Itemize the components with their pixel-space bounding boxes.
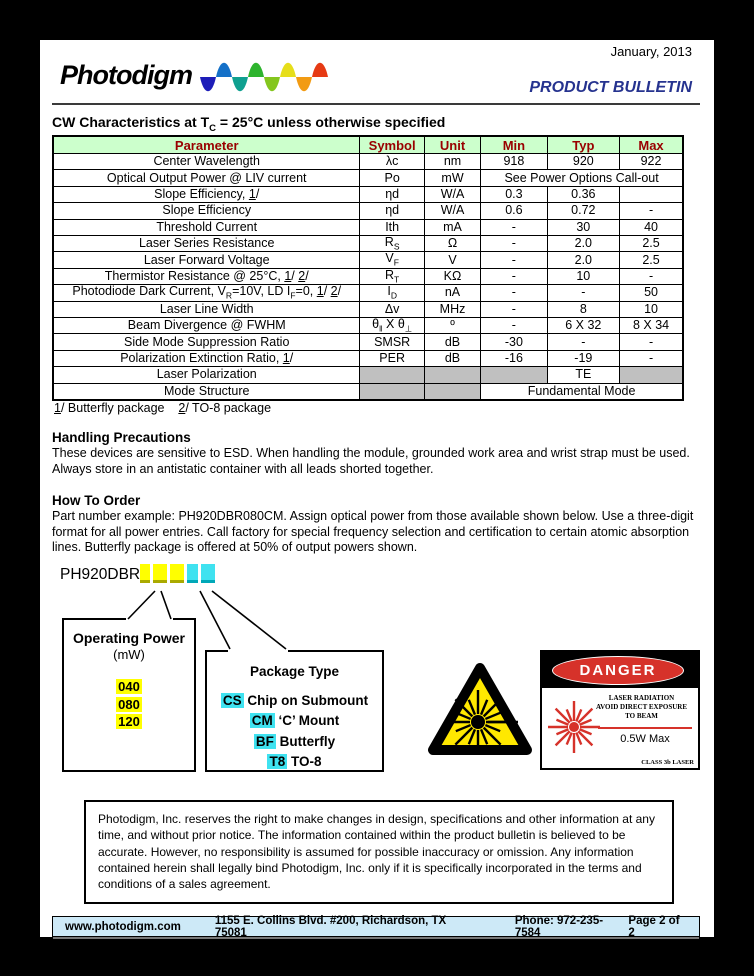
part-number-block <box>140 564 150 583</box>
table-cell: Slope Efficiency, 1/ <box>53 186 360 202</box>
table-cell: Center Wavelength <box>53 154 360 170</box>
table-row <box>53 186 683 202</box>
table-cell: Laser Series Resistance <box>53 235 360 251</box>
danger-label <box>540 650 700 770</box>
part-number-block <box>201 564 215 583</box>
table-cell: 2.5 <box>620 252 683 268</box>
table-cell: 2.5 <box>620 235 683 251</box>
package-option: CM ‘C’ Mount <box>251 713 340 729</box>
table-cell: Threshold Current <box>53 219 360 235</box>
table-row <box>53 318 683 334</box>
operating-power-box <box>62 618 196 772</box>
table-cell: Side Mode Suppression Ratio <box>53 334 360 350</box>
table-cell: nm <box>424 154 480 170</box>
logo-wave-segment <box>216 63 232 77</box>
date: January, 2013 <box>610 44 692 59</box>
table-cell: W/A <box>424 203 480 219</box>
table-row <box>53 334 683 350</box>
table-cell: 920 <box>547 154 619 170</box>
table-cell: Optical Output Power @ LIV current <box>53 170 360 186</box>
table-cell: 922 <box>620 154 683 170</box>
brand-logo <box>60 56 328 94</box>
table-cell: Thermistor Resistance @ 25°C, 1/ 2/ <box>53 268 360 284</box>
table-cell: Laser Polarization <box>53 367 360 383</box>
table-cell: 30 <box>547 219 619 235</box>
table-cell: 0.72 <box>547 203 619 219</box>
logo-wave-segment <box>312 63 328 77</box>
table-cell: Ith <box>360 219 424 235</box>
table-cell: $I_D$ <box>360 285 424 301</box>
footer-website: www.photodigm.com <box>65 920 181 933</box>
table-cell: Slope Efficiency <box>53 203 360 219</box>
order-heading: How To Order <box>52 493 141 508</box>
characteristics-table <box>52 135 684 401</box>
footer-address: 1155 E. Collins Blvd. #200, Richardson, TX 75081 <box>214 914 447 939</box>
power-option: 080 <box>118 696 140 712</box>
table-cell: Polarization Extinction Ratio, 1/ <box>53 350 360 366</box>
power-option: 040 <box>118 679 140 694</box>
laser-starburst-icon <box>544 696 604 756</box>
table-cell: 2.0 <box>547 252 619 268</box>
power-box-subtitle: (mW) <box>113 647 145 662</box>
table-cell: - <box>481 252 547 268</box>
laser-warning-triangle-icon <box>428 660 532 760</box>
table-cell: $R_S$ <box>360 235 424 251</box>
table-cell: Ω <box>424 235 480 251</box>
part-number-block <box>153 564 167 583</box>
table-cell: V <box>424 252 480 268</box>
table-cell: Beam Divergence @ FWHM <box>53 318 360 334</box>
table-cell: - <box>481 268 547 284</box>
table-cell: $R_T$ <box>360 268 424 284</box>
table-cell: mW <box>424 170 480 186</box>
section-heading-cw: CW Characteristics at $T_C = 25^\circ C$ unless otherwise specified <box>52 114 446 134</box>
part-number-block <box>170 564 184 583</box>
package-option: T8 TO-8 <box>269 753 322 769</box>
table-cell: 10 <box>547 268 619 284</box>
danger-laser-class: CLASS 3b LASER <box>641 759 694 766</box>
danger-warning-text: LASER RADIATION AVOID DIRECT EXPOSURE TO BEAM <box>595 694 687 721</box>
table-cell: mA <box>424 219 480 235</box>
table-cell: 8 <box>547 301 619 317</box>
table-cell <box>360 383 424 400</box>
handling-body: These devices are sensitive to ESD. When handling the module, grounded work area and wrist strap must be used. Always store in an antistatic container with all leads shorted together. <box>52 446 690 476</box>
table-cell: See Power Options Call-out <box>481 170 683 186</box>
table-row <box>53 154 683 170</box>
table-row <box>53 268 683 284</box>
table-cell <box>424 383 480 400</box>
logo-wave-segment <box>248 63 264 77</box>
table-row <box>53 285 683 301</box>
table-cell <box>360 367 424 383</box>
package-option: BF Butterfly <box>255 733 336 749</box>
power-options <box>64 678 194 731</box>
table-cell: dB <box>424 334 480 350</box>
table-cell: TE <box>547 367 619 383</box>
footer-phone: Phone: 972-235-7584 <box>514 914 604 939</box>
table-cell: - <box>620 268 683 284</box>
column-header: Symbol <box>360 136 424 154</box>
table-cell: -30 <box>481 334 547 350</box>
part-number <box>60 564 218 584</box>
table-row <box>53 203 683 219</box>
column-header: Unit <box>424 136 480 154</box>
table-footnote: 1/ Butterfly package 2/ TO-8 package <box>54 401 272 415</box>
column-header: Min <box>481 136 547 154</box>
part-number-prefix: PH920DBR <box>60 566 141 583</box>
logo-wave-segment <box>296 77 312 91</box>
bulletin-title: PRODUCT BULLETIN <box>529 79 692 96</box>
table-cell: Po <box>360 170 424 186</box>
package-options <box>207 691 382 772</box>
table-row <box>53 301 683 317</box>
table-row <box>53 367 683 383</box>
table-cell: Laser Forward Voltage <box>53 252 360 268</box>
table-cell <box>424 367 480 383</box>
table-cell: 10 <box>620 301 683 317</box>
table-cell <box>620 367 683 383</box>
column-header: Parameter <box>53 136 360 154</box>
order-body: Part number example: PH920DBR080CM. Assign optical power from those available shown below. Use a three-digit format for all power entries. Call factory for special frequency selection and certification to certain atomic absorption lines. Butterfly package is offered at 50% of output powers shown. <box>52 509 694 554</box>
table-row <box>53 219 683 235</box>
table-cell: - <box>620 203 683 219</box>
handling-heading: Handling Precautions <box>52 430 191 445</box>
part-number-block <box>187 564 198 583</box>
table-row <box>53 170 683 186</box>
table-cell <box>620 186 683 202</box>
table-cell: KΩ <box>424 268 480 284</box>
disclaimer-text: Photodigm, Inc. reserves the right to make changes in design, specifications and other information at any time, and without prior notice. The information contained within the product bulletin is believed to be accurate. However, no responsibility is assumed for possible inaccuracy or omission. Any information contained herein shall legally bind Photodigm, Inc. only if it is specifically incorporated in the terms and conditions of a sales agreement. <box>98 812 655 892</box>
table-cell: W/A <box>424 186 480 202</box>
table-cell: ηd <box>360 203 424 219</box>
package-type-box <box>205 650 384 772</box>
footer-page-number: Page 2 of 2 <box>628 914 680 939</box>
table-cell: 6 X 32 <box>547 318 619 334</box>
logo-wave-icon <box>200 60 328 94</box>
power-option: 120 <box>118 714 140 730</box>
table-row <box>53 252 683 268</box>
table-cell: 8 X 34 <box>620 318 683 334</box>
table-row <box>53 350 683 366</box>
power-box-title: Operating Power <box>72 630 186 646</box>
table-cell: Fundamental Mode <box>481 383 683 400</box>
table-cell: º <box>424 318 480 334</box>
brand-name: Photodigm <box>60 59 192 90</box>
table-cell: MHz <box>424 301 480 317</box>
logo-wave-segment <box>232 77 248 91</box>
logo-wave-segment <box>280 63 296 77</box>
table-cell: λc <box>360 154 424 170</box>
table-row <box>53 383 683 400</box>
table-cell: - <box>481 219 547 235</box>
column-header: Typ <box>547 136 619 154</box>
table-cell: - <box>481 301 547 317</box>
table-cell: - <box>547 334 619 350</box>
logo-wave-segment <box>200 77 216 91</box>
table-cell: -19 <box>547 350 619 366</box>
table-cell: dB <box>424 350 480 366</box>
table-cell: 918 <box>481 154 547 170</box>
table-cell: -16 <box>481 350 547 366</box>
danger-title: DANGER <box>552 656 684 685</box>
table-cell: - <box>620 350 683 366</box>
package-option: CS Chip on Submount <box>222 693 369 708</box>
table-cell: SMSR <box>360 334 424 350</box>
disclaimer-box <box>84 800 674 904</box>
footer-bar <box>52 916 700 937</box>
table-row <box>53 235 683 251</box>
table-cell: - <box>481 235 547 251</box>
table-cell: 40 <box>620 219 683 235</box>
table-cell: $V_F$ <box>360 252 424 268</box>
table-cell: - <box>547 285 619 301</box>
part-number-blocks <box>140 566 218 583</box>
table-cell: 0.6 <box>481 203 547 219</box>
table-cell: Δv <box>360 301 424 317</box>
table-cell: - <box>481 318 547 334</box>
table-cell: - <box>620 334 683 350</box>
document-page <box>40 40 714 937</box>
package-box-title: Package Type <box>249 664 340 679</box>
table-cell: 0.3 <box>481 186 547 202</box>
table-cell: Mode Structure <box>53 383 360 400</box>
danger-power-rating: 0.5W Max <box>620 733 670 745</box>
table-cell: 50 <box>620 285 683 301</box>
table-cell: 2.0 <box>547 235 619 251</box>
table-cell <box>481 367 547 383</box>
table-cell: ηd <box>360 186 424 202</box>
laser-beam-line <box>598 727 692 729</box>
danger-label-header <box>542 652 698 688</box>
logo-wave-segment <box>264 77 280 91</box>
table-header-row <box>53 136 683 154</box>
column-header: Max <box>620 136 683 154</box>
header-divider <box>52 103 700 105</box>
table-cell: Photodiode Dark Current, $V_R=10V$, LD $I_F=0$, 1/ 2/ <box>53 285 360 301</box>
table-cell: PER <box>360 350 424 366</box>
table-cell: - <box>481 285 547 301</box>
table-cell: nA <box>424 285 480 301</box>
table-cell: $\theta_‖$ X $\theta_\perp$ <box>360 318 424 334</box>
table-cell: Laser Line Width <box>53 301 360 317</box>
table-cell: 0.36 <box>547 186 619 202</box>
